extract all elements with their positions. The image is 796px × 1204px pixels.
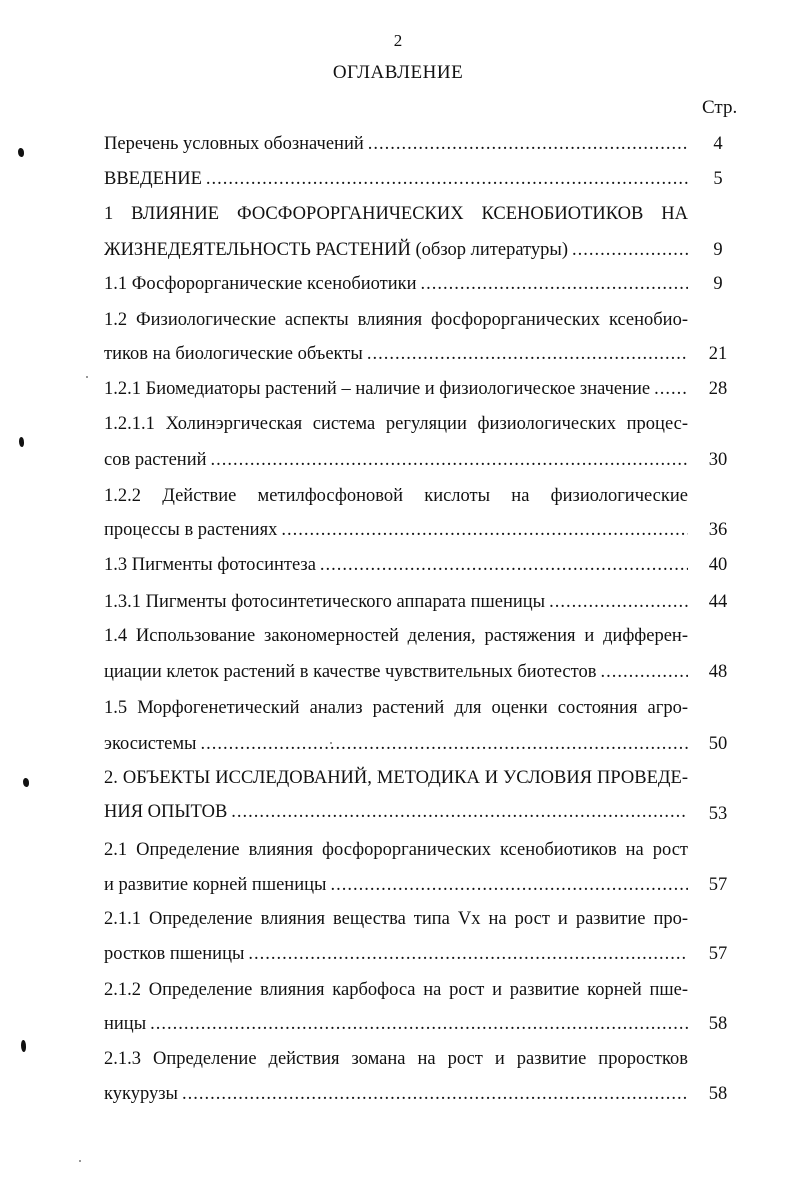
toc-entry-text: 2.1.3 Определение действия зомана на рост и развитие проростков	[104, 1049, 688, 1069]
scan-mark	[18, 148, 24, 157]
toc-entry-text	[104, 660, 688, 684]
toc-page-number: 28	[708, 379, 728, 399]
toc-entry-label: ВВЕДЕНИЕ	[104, 169, 202, 189]
toc-entry-label: кукурузы	[104, 1084, 178, 1104]
dot-leader	[367, 342, 688, 366]
toc-page-number: 58	[708, 1014, 728, 1034]
dot-leader	[182, 1082, 688, 1106]
toc-entry-text: 1.2 Физиологические аспекты влияния фосфорорганических ксенобио-	[104, 310, 688, 330]
toc-entry-text: 1.5 Морфогенетический анализ растений для оценки состояния агро-	[104, 698, 688, 718]
scan-mark	[19, 437, 24, 447]
dot-leader	[200, 732, 688, 756]
dot-leader	[330, 873, 688, 897]
toc-page-number: 21	[708, 344, 728, 364]
toc-entry-text	[104, 732, 688, 756]
toc-entry-text: 2.1.2 Определение влияния карбофоса на рост и развитие корней пше-	[104, 980, 688, 1000]
scan-speck	[86, 376, 88, 378]
toc-page-number: 53	[708, 804, 728, 824]
toc-entry-label: ЖИЗНЕДЕЯТЕЛЬНОСТЬ РАСТЕНИЙ (обзор литературы)	[104, 240, 568, 260]
page-number: 2	[393, 31, 403, 50]
dot-leader	[654, 377, 688, 401]
toc-entry-text: 2.1.1 Определение влияния вещества типа Vx на рост и развитие про-	[104, 909, 688, 929]
toc-entry-label: тиков на биологические объекты	[104, 344, 363, 364]
dot-leader	[368, 132, 688, 156]
toc-entry-text: 2.1 Определение влияния фосфорорганических ксенобиотиков на рост	[104, 840, 688, 860]
toc-entry-text	[104, 553, 688, 577]
toc-page-number: 50	[708, 734, 728, 754]
scan-speck	[330, 742, 332, 744]
dot-leader	[549, 590, 688, 614]
toc-page-number: 57	[708, 944, 728, 964]
toc-page-number: 36	[708, 520, 728, 540]
page-column-header: Стр.	[702, 97, 738, 118]
toc-page-number: 9	[713, 240, 723, 260]
toc-entry-text	[104, 1082, 688, 1106]
toc-page-number: 9	[713, 274, 723, 294]
dot-leader	[281, 518, 688, 542]
toc-entry-text	[104, 342, 688, 366]
toc-entry-label: 1.1 Фосфорорганические ксенобиотики	[104, 274, 417, 294]
toc-entry-label: экосистемы	[104, 734, 197, 754]
dot-leader	[320, 553, 688, 577]
toc-entry-text	[104, 1012, 688, 1036]
dot-leader	[150, 1012, 688, 1036]
toc-entry-text	[104, 518, 688, 542]
toc-entry-text: 2. ОБЪЕКТЫ ИССЛЕДОВАНИЙ, МЕТОДИКА И УСЛОВИЯ ПРОВЕДЕ-	[104, 768, 688, 788]
toc-page-number: 48	[708, 662, 728, 682]
toc-title: ОГЛАВЛЕНИЕ	[332, 62, 464, 83]
toc-entry-label: 1.3 Пигменты фотосинтеза	[104, 555, 316, 575]
scan-speck	[79, 1160, 81, 1162]
toc-entry-label: и развитие корней пшеницы	[104, 875, 327, 895]
toc-entry-text	[104, 132, 688, 156]
dot-leader	[600, 660, 688, 684]
toc-page-number: 57	[708, 875, 728, 895]
dot-leader	[206, 167, 688, 191]
toc-entry-text	[104, 800, 688, 824]
toc-entry-label: циации клеток растений в качестве чувствительных биотестов	[104, 662, 597, 682]
toc-page-number: 5	[713, 169, 723, 189]
toc-entry-label: 1.2.1 Биомедиаторы растений – наличие и физиологическое значение	[104, 379, 651, 399]
toc-page-number: 58	[708, 1084, 728, 1104]
toc-entry-label: ницы	[104, 1014, 147, 1034]
toc-page-number: 44	[708, 592, 728, 612]
toc-entry-text	[104, 377, 688, 401]
toc-entry-text: 1 ВЛИЯНИЕ ФОСФОРОРГАНИЧЕСКИХ КСЕНОБИОТИКОВ НА	[104, 204, 688, 224]
dot-leader	[421, 272, 688, 296]
toc-page-number: 4	[713, 134, 723, 154]
toc-entry-text: 1.2.1.1 Холинэргическая система регуляции физиологических процес-	[104, 414, 688, 434]
toc-entry-text	[104, 238, 688, 262]
toc-entry-text: 1.4 Использование закономерностей деления, растяжения и дифферен-	[104, 626, 688, 646]
toc-entry-text	[104, 873, 688, 897]
toc-entry-text	[104, 272, 688, 296]
dot-leader	[248, 942, 688, 966]
toc-entry-label: сов растений	[104, 450, 207, 470]
toc-page-number: 30	[708, 450, 728, 470]
toc-entry-text	[104, 448, 688, 472]
toc-entry-label: ростков пшеницы	[104, 944, 245, 964]
dot-leader	[231, 800, 688, 824]
toc-entry-label: процессы в растениях	[104, 520, 278, 540]
toc-page-number: 40	[708, 555, 728, 575]
toc-entry-text	[104, 942, 688, 966]
dot-leader	[211, 448, 689, 472]
toc-entry-text	[104, 590, 688, 614]
dot-leader	[572, 238, 688, 262]
toc-entry-label: Перечень условных обозначений	[104, 134, 364, 154]
toc-entry-label: НИЯ ОПЫТОВ	[104, 802, 228, 822]
toc-entry-label: 1.3.1 Пигменты фотосинтетического аппарата пшеницы	[104, 592, 546, 612]
toc-entry-text	[104, 167, 688, 191]
scan-mark	[23, 778, 29, 787]
scan-mark	[21, 1040, 26, 1052]
toc-entry-text: 1.2.2 Действие метилфосфоновой кислоты на физиологические	[104, 486, 688, 506]
